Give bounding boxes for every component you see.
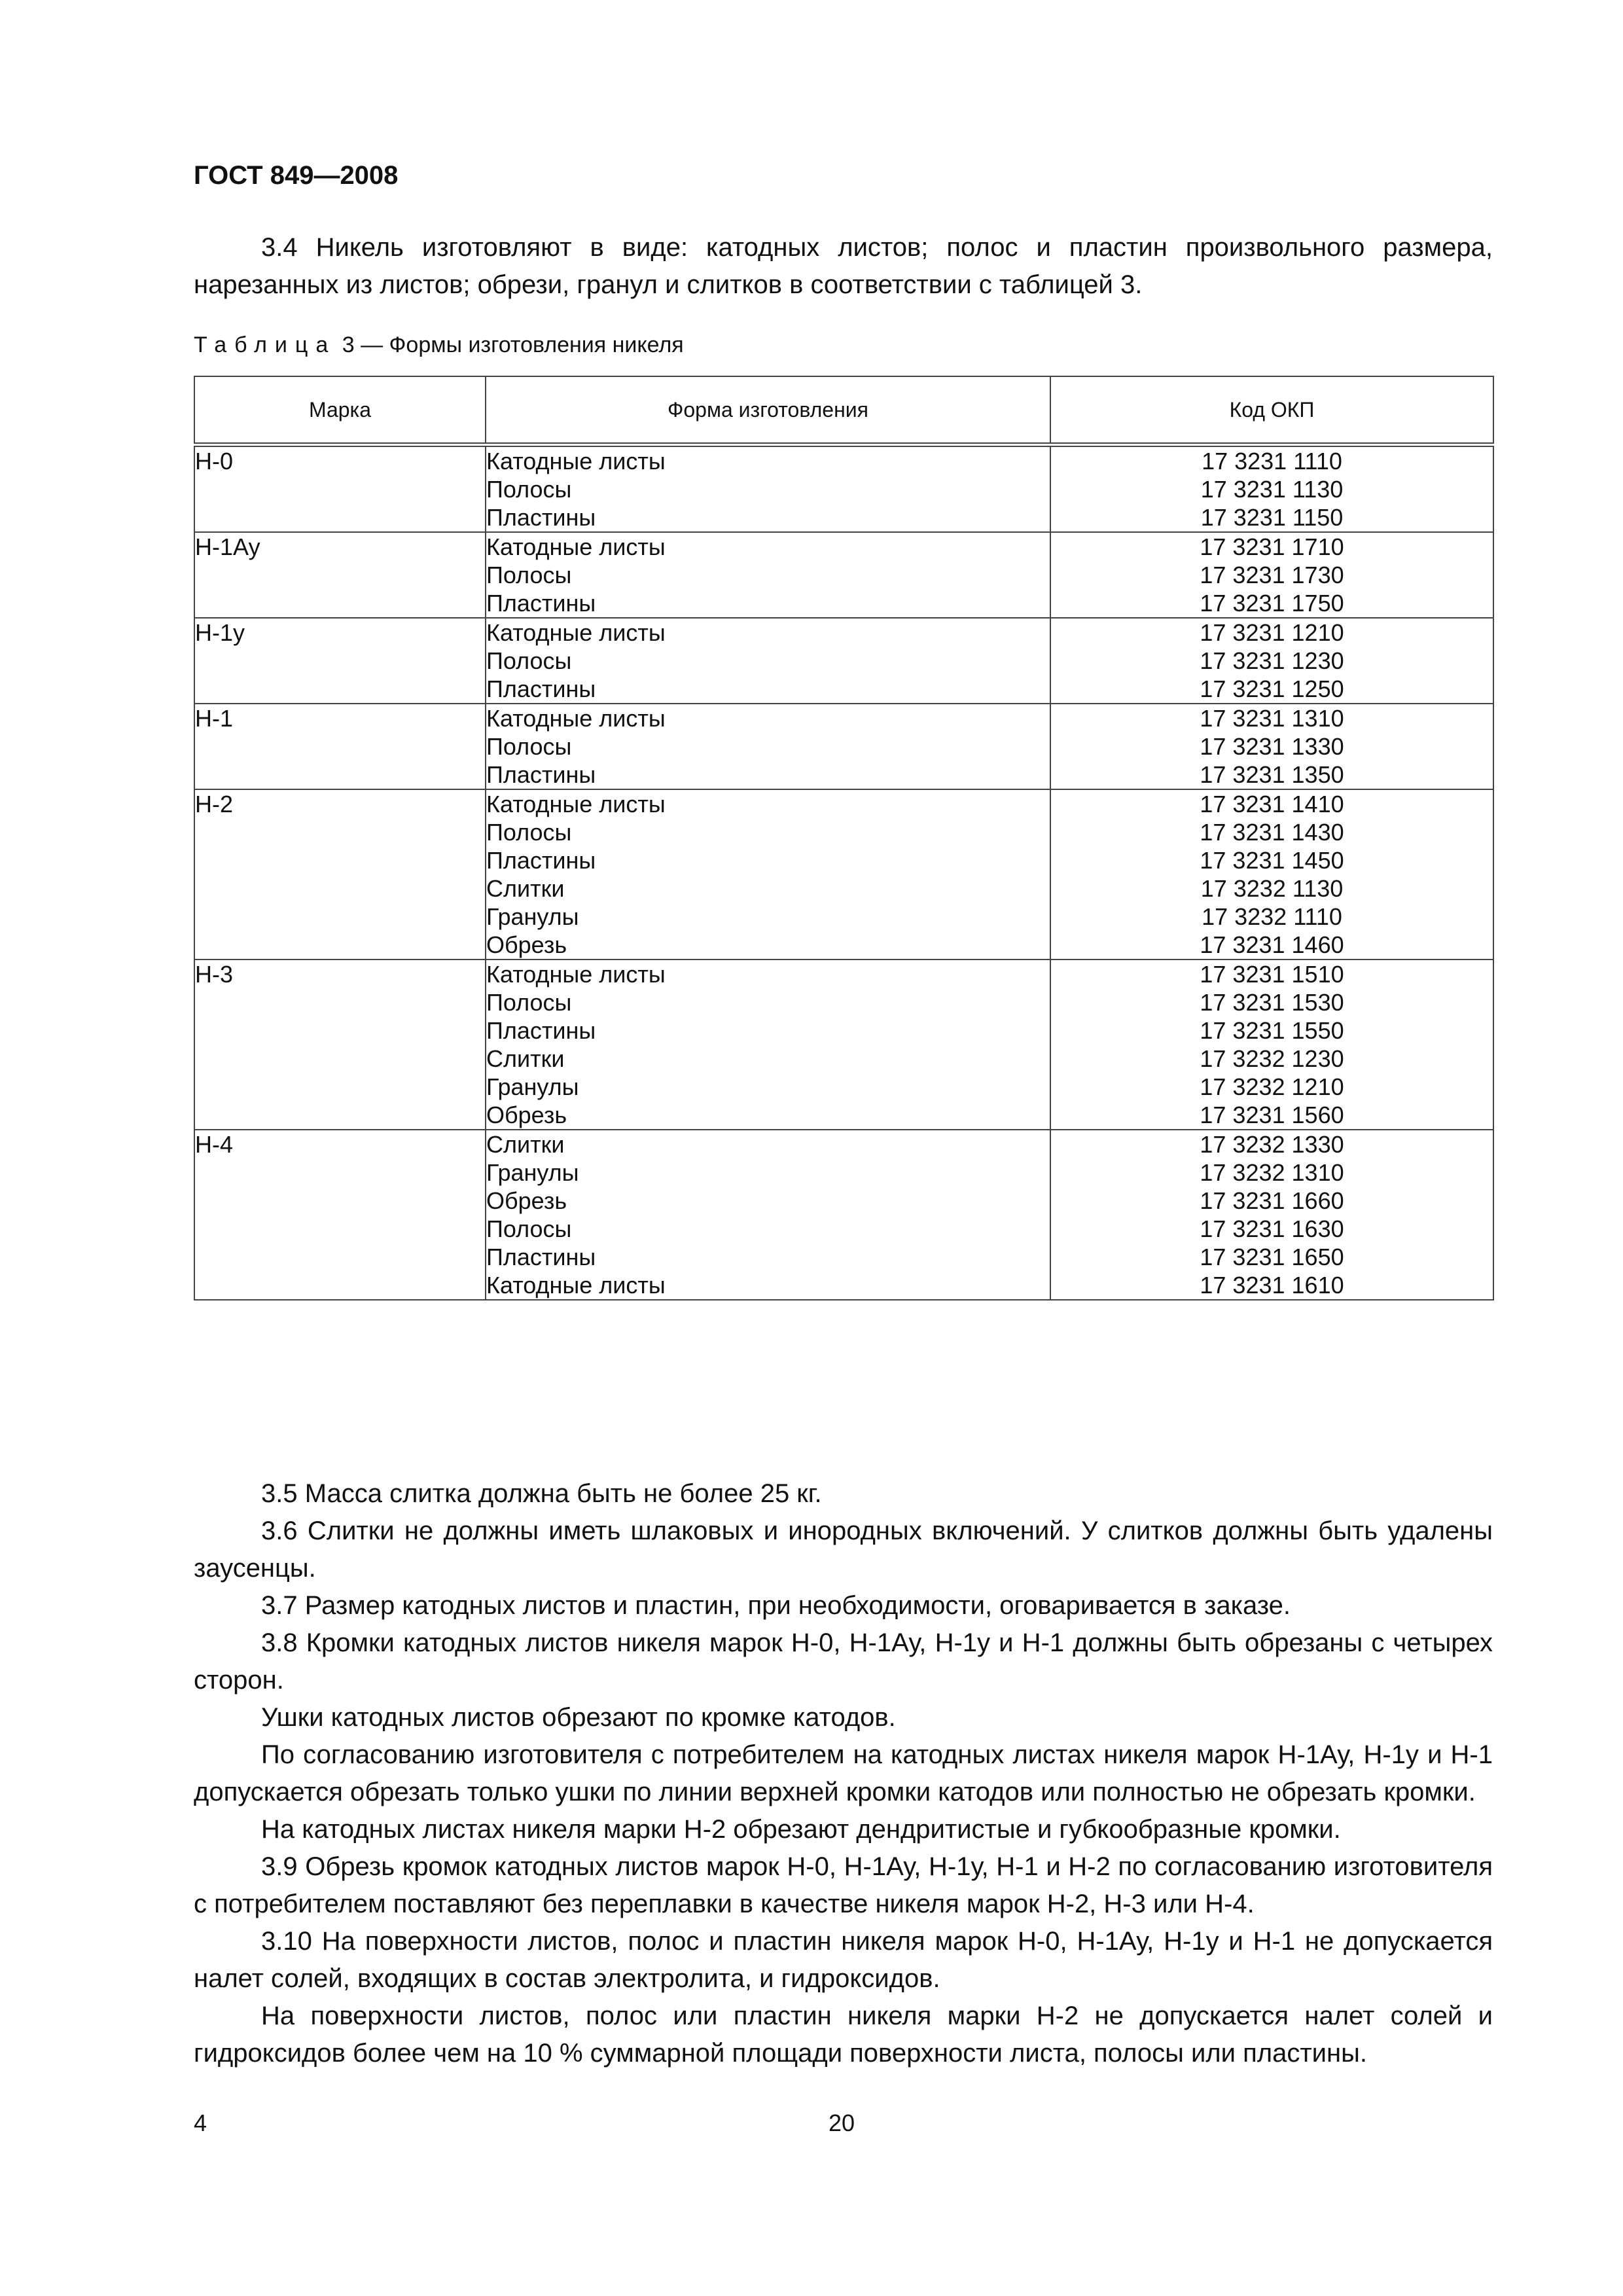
okp-code-cell [1050,445,1493,533]
table-caption: Таблица 3 — Формы изготовления никеля [194,332,684,357]
form-cell [486,789,1050,960]
form-item: Пластины [486,590,596,617]
table-row [194,960,1493,1130]
form-cell [486,960,1050,1130]
form-item: Катодные листы [486,961,666,988]
okp-code: 17 3231 1210 [1200,619,1344,646]
page-number: 4 [194,2109,207,2136]
okp-code: 17 3232 1310 [1200,1159,1344,1186]
okp-code: 17 3231 1660 [1200,1187,1344,1214]
form-cell [486,445,1050,533]
okp-code: 17 3231 1550 [1200,1017,1344,1044]
grade-cell: Н-1 [194,704,486,789]
okp-code: 17 3231 1750 [1200,590,1344,617]
table-row [194,789,1493,960]
form-item: Полосы [486,819,572,846]
okp-code-cell [1050,789,1493,960]
form-item: Полосы [486,562,572,588]
form-item: Катодные листы [486,1272,666,1299]
form-item: Полосы [486,647,572,674]
okp-code: 17 3232 1110 [1202,903,1342,930]
okp-code: 17 3231 1610 [1200,1272,1344,1299]
document-header: ГОСТ 849—2008 [194,161,399,190]
form-item: Катодные листы [486,533,666,560]
paragraph-ears: Ушки катодных листов обрезают по кромке катодов. [261,1703,896,1732]
paragraph-3-4: 3.4 Никель изготовляют в виде: катодных листов; полос и пластин произвольного размера, нарезанных из листов; обрези, гранул и слитков в соответствии с таблицей 3. [194,233,1493,299]
okp-code: 17 3231 1710 [1200,533,1344,560]
form-item: Пластины [486,504,596,531]
form-item: Катодные листы [486,619,666,646]
okp-code: 17 3231 1430 [1200,819,1344,846]
okp-code: 17 3232 1130 [1200,875,1344,902]
form-cell [486,618,1050,704]
form-cell [486,1130,1050,1300]
form-item: Полосы [486,1215,572,1242]
okp-code: 17 3231 1330 [1200,733,1344,760]
paragraph-3-8: 3.8 Кромки катодных листов никеля марок Н-0, Н-1Ау, Н-1у и Н-1 должны быть обрезаны с четырех сторон. [194,1628,1493,1695]
okp-code: 17 3232 1210 [1200,1073,1344,1100]
form-item: Гранулы [486,903,579,930]
paragraph-3-9: 3.9 Обрезь кромок катодных листов марок Н-0, Н-1Ау, Н-1у, Н-1 и Н-2 по согласованию изготовителя с потребителем поставляют без переплавки в качестве никеля марок Н-2, Н-3 или Н-4. [194,1852,1493,1918]
form-item: Пластины [486,847,596,874]
forms-table [194,376,1494,1300]
form-cell [486,704,1050,789]
okp-code-cell [1050,1130,1493,1300]
okp-code: 17 3231 1230 [1200,647,1344,674]
okp-code: 17 3231 1350 [1200,761,1344,788]
okp-code: 17 3231 1130 [1200,476,1344,503]
table-row [194,1130,1493,1300]
form-item: Гранулы [486,1073,579,1100]
okp-code: 17 3231 1460 [1200,931,1344,958]
okp-code: 17 3231 1110 [1202,448,1342,475]
okp-code-cell [1050,704,1493,789]
form-item: Пластины [486,675,596,702]
header-form: Форма изготовления [486,376,1050,445]
paragraph-3-6: 3.6 Слитки не должны иметь шлаковых и инородных включений. У слитков должны быть удалены заусенцы. [194,1516,1493,1583]
okp-code: 17 3231 1510 [1200,961,1344,988]
paragraph-n2-surface: На поверхности листов, полос или пластин никеля марки Н-2 не допускается налет солей и гидроксидов более чем на 10 % суммарной площади поверхности листа, полосы или пластины. [194,2001,1493,2068]
okp-code: 17 3231 1630 [1200,1215,1344,1242]
form-item: Катодные листы [486,791,666,817]
form-item: Пластины [486,1017,596,1044]
form-item: Полосы [486,476,572,503]
form-cell [486,532,1050,618]
okp-code: 17 3231 1450 [1200,847,1344,874]
okp-code: 17 3231 1310 [1200,705,1344,732]
okp-code: 17 3232 1230 [1200,1045,1344,1072]
paragraph-3-10: 3.10 На поверхности листов, полос и пластин никеля марок Н-0, Н-1Ау, Н-1у и Н-1 не допускается налет солей, входящих в состав электролита, и гидроксидов. [194,1927,1493,1993]
paragraph-n2-edges: На катодных листах никеля марки Н-2 обрезают дендритистые и губкообразные кромки. [261,1815,1341,1844]
grade-cell: Н-4 [194,1130,486,1300]
form-item: Пластины [486,761,596,788]
form-item: Полосы [486,989,572,1016]
okp-code-cell [1050,960,1493,1130]
form-item: Слитки [486,875,565,902]
okp-code-cell [1050,532,1493,618]
grade-cell: Н-1Ау [194,532,486,618]
form-item: Слитки [486,1131,565,1158]
form-item: Катодные листы [486,448,666,475]
okp-code: 17 3231 1150 [1200,504,1344,531]
form-item: Слитки [486,1045,565,1072]
paragraph-agreement: По согласованию изготовителя с потребителем на катодных листах никеля марок Н-1Ау, Н-1у и Н-1 допускается обрезать только ушки по линии верхней кромки катодов или полностью не обрезать кромки. [194,1740,1493,1806]
sheet-number: 20 [829,2109,855,2136]
paragraph-3-7: 3.7 Размер катодных листов и пластин, при необходимости, оговаривается в заказе. [261,1591,1291,1620]
grade-cell: Н-0 [194,445,486,533]
form-item: Пластины [486,1244,596,1270]
table-row [194,445,1493,533]
table-row [194,704,1493,789]
form-item: Катодные листы [486,705,666,732]
header-okp-code: Код ОКП [1050,376,1493,445]
okp-code: 17 3231 1650 [1200,1244,1344,1270]
form-item: Полосы [486,733,572,760]
okp-code-cell [1050,618,1493,704]
grade-cell: Н-1у [194,618,486,704]
okp-code: 17 3232 1330 [1200,1131,1344,1158]
form-item: Обрезь [486,1102,567,1128]
form-item: Гранулы [486,1159,579,1186]
okp-code: 17 3231 1410 [1200,791,1344,817]
okp-code: 17 3231 1730 [1200,562,1344,588]
form-item: Обрезь [486,931,567,958]
grade-cell: Н-3 [194,960,486,1130]
okp-code: 17 3231 1560 [1200,1102,1344,1128]
grade-cell: Н-2 [194,789,486,960]
okp-code: 17 3231 1250 [1200,675,1344,702]
okp-code: 17 3231 1530 [1200,989,1344,1016]
table-row [194,532,1493,618]
form-item: Обрезь [486,1187,567,1214]
table-row [194,618,1493,704]
paragraph-3-5: 3.5 Масса слитка должна быть не более 25 кг. [261,1479,822,1508]
header-grade: Марка [194,376,486,445]
table-header-row [194,376,1493,445]
